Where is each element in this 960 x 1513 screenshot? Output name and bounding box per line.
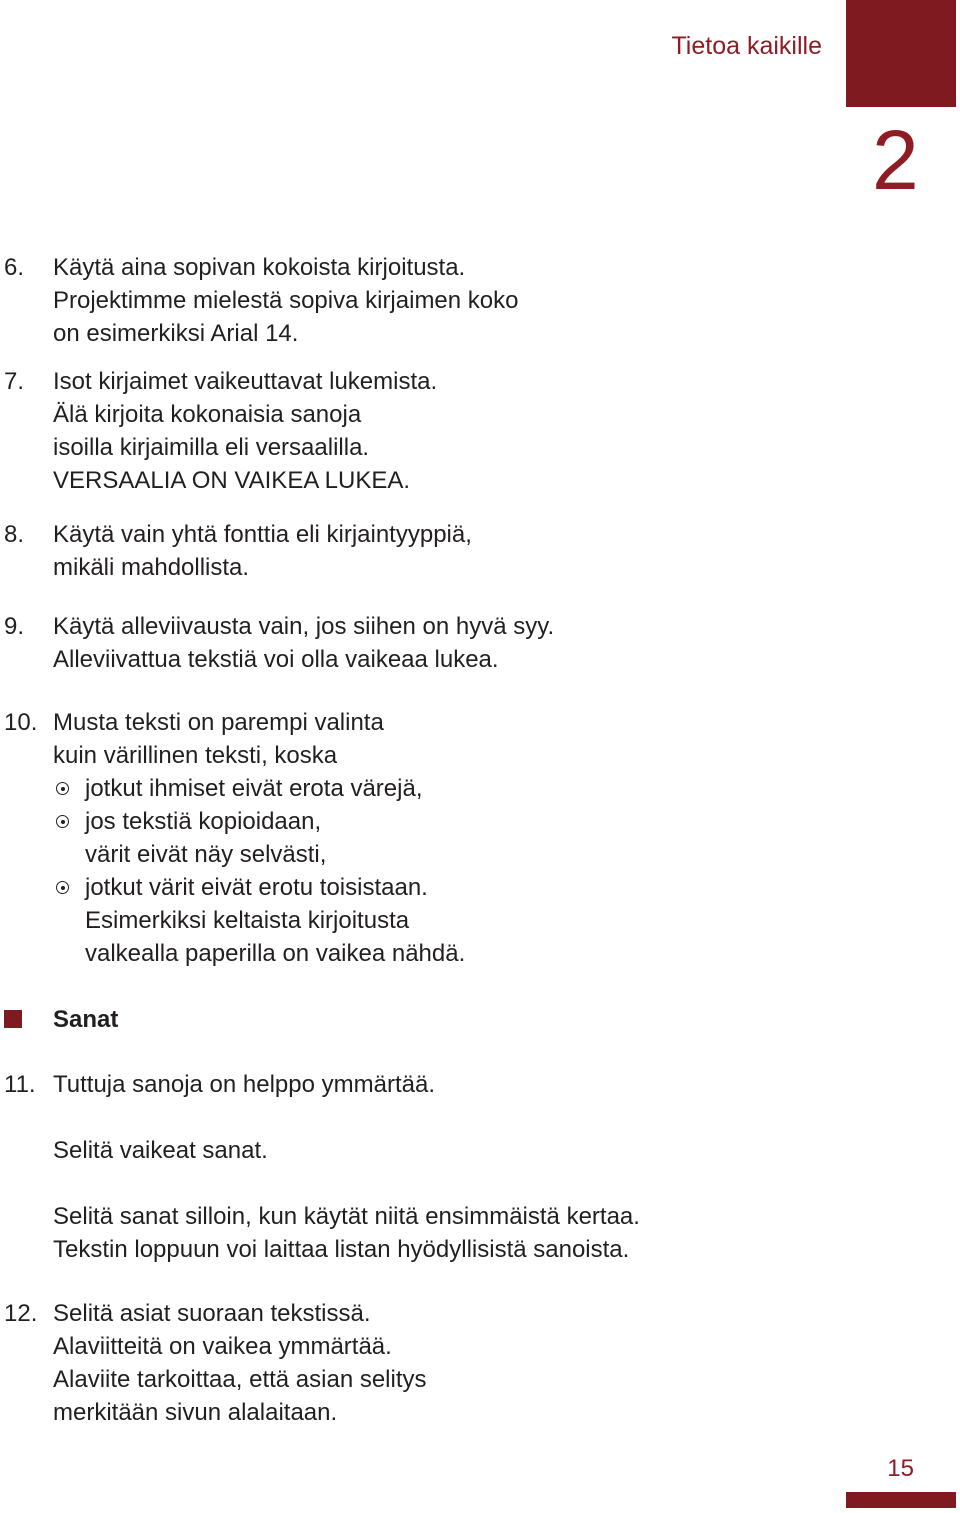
header-tab (846, 0, 956, 107)
text-line: Alleviivattua tekstiä voi olla vaikeaa lukea. (53, 646, 499, 673)
item-text (53, 365, 437, 497)
chapter-number: 2 (872, 113, 919, 207)
text-line: Käytä aina sopivan kokoista kirjoitusta. (53, 254, 466, 281)
item-text (53, 1068, 640, 1266)
text-line: Selitä sanat silloin, kun käytät niitä ensimmäistä kertaa. (53, 1203, 640, 1230)
text-line: isoilla kirjaimilla eli versaalilla. (53, 434, 370, 461)
item-number: 9. (4, 613, 25, 640)
item-number: 12. (4, 1300, 38, 1327)
text-line: mikäli mahdollista. (53, 554, 250, 581)
circle-bullet-icon (56, 815, 69, 828)
text-line: VERSAALIA ON VAIKEA LUKEA. (53, 467, 411, 494)
bullet-text: jos tekstiä kopioidaan, (85, 808, 322, 835)
circle-bullet-icon (56, 881, 69, 894)
circle-bullet-icon (56, 782, 69, 795)
item-number: 6. (4, 254, 25, 281)
text-line (53, 1101, 640, 1134)
text-line: Älä kirjoita kokonaisia sanoja (53, 401, 362, 428)
text-line: Musta teksti on parempi valinta (53, 709, 384, 736)
item-text (53, 251, 519, 350)
text-line: Tekstin loppuun voi laittaa listan hyödyllisistä sanoista. (53, 1236, 630, 1263)
bullet-text: jotkut värit eivät erotu toisistaan. (85, 874, 428, 901)
text-line: Selitä asiat suoraan tekstissä. (53, 1300, 371, 1327)
text-line: Isot kirjaimet vaikeuttavat lukemista. (53, 368, 438, 395)
section-marker-icon (4, 1010, 22, 1028)
item-text (53, 518, 472, 584)
section-heading: Sanat (53, 1006, 119, 1033)
item-text (53, 706, 384, 772)
text-line: Käytä alleviivausta vain, jos siihen on hyvä syy. (53, 613, 555, 640)
item-number: 11. (4, 1071, 36, 1098)
item-number: 8. (4, 521, 25, 548)
text-line: Tuttuja sanoja on helppo ymmärtää. (53, 1071, 435, 1098)
bullet-list (53, 772, 465, 970)
text-line: Projektimme mielestä sopiva kirjaimen koko (53, 287, 519, 314)
page-number: 15 (887, 1455, 914, 1482)
bullet-text: Esimerkiksi keltaista kirjoitusta (85, 907, 410, 934)
bullet-text: värit eivät näy selvästi, (85, 841, 327, 868)
text-line: Alaviite tarkoittaa, että asian selitys (53, 1366, 427, 1393)
item-text (53, 610, 554, 676)
item-number: 7. (4, 368, 25, 395)
text-line: kuin värillinen teksti, koska (53, 742, 338, 769)
footer-bar (846, 1492, 956, 1508)
text-line: Alaviitteitä on vaikea ymmärtää. (53, 1333, 392, 1360)
text-line: on esimerkiksi Arial 14. (53, 320, 299, 347)
text-line (53, 1167, 640, 1200)
header-title: Tietoa kaikille (671, 32, 822, 60)
bullet-text: jotkut ihmiset eivät erota värejä, (85, 775, 423, 802)
item-text (53, 1297, 427, 1429)
text-line: Selitä vaikeat sanat. (53, 1137, 268, 1164)
bullet-item (53, 772, 465, 805)
bullet-item (53, 871, 465, 904)
bullet-item (53, 805, 465, 838)
text-line: merkitään sivun alalaitaan. (53, 1399, 338, 1426)
item-number: 10. (4, 709, 38, 736)
text-line: Käytä vain yhtä fonttia eli kirjaintyyppiä, (53, 521, 472, 548)
bullet-text: valkealla paperilla on vaikea nähdä. (85, 940, 466, 967)
